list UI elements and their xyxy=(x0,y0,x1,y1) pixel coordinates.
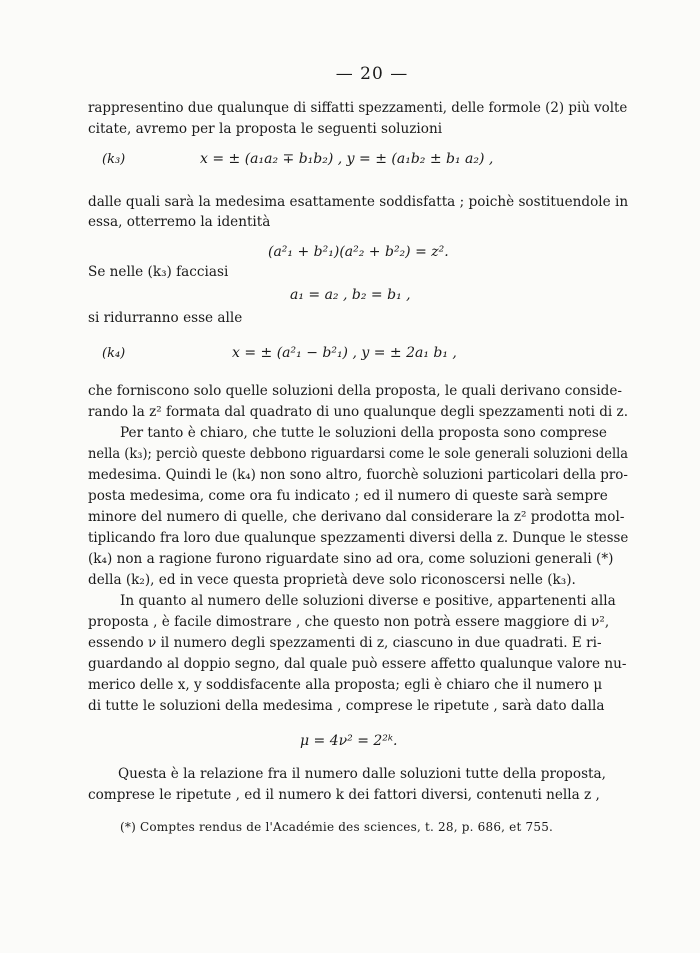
equation-label-k4: (k₄) xyxy=(102,346,126,361)
text-line: Per tanto è chiaro, che tutte le soluzioni della proposta sono comprese xyxy=(120,425,607,441)
text-line: essendo ν il numero degli spezzamenti di z, ciascuno in due quadrati. E ri- xyxy=(88,635,602,651)
text-line: (k₄) non a ragione furono riguardate sino ad ora, come soluzioni generali (*) xyxy=(88,551,614,567)
text-line: posta medesima, come ora fu indicato ; ed il numero di queste sarà sempre xyxy=(88,488,608,504)
text-line: minore del numero di quelle, che derivano dal considerare la z² prodotta mol- xyxy=(88,509,625,525)
text-line: Questa è la relazione fra il numero dalle soluzioni tutte della proposta, xyxy=(118,766,606,782)
text-line: nella (k₃); perciò queste debbono riguardarsi come le sole generali soluzioni della xyxy=(88,446,629,462)
text-line: tiplicando fra loro due qualunque spezzamenti diversi della z. Dunque le stesse xyxy=(88,530,629,546)
text-line: Se nelle (k₃) facciasi xyxy=(88,264,229,280)
text-line: medesima. Quindi le (k₄) non sono altro, fuorchè soluzioni particolari della pro- xyxy=(88,467,628,483)
text-line: si ridurranno esse alle xyxy=(88,310,243,326)
text-line: rando la z² formata dal quadrato di uno qualunque degli spezzamenti noti di z. xyxy=(88,404,629,420)
page-number: — 20 — xyxy=(335,64,409,84)
equation-k4: x = ± (a²₁ − b²₁) , y = ± 2a₁ b₁ , xyxy=(232,345,457,361)
text-line: di tutte le soluzioni della medesima , comprese le ripetute , sarà dato dalla xyxy=(88,698,605,714)
equation-identity: (a²₁ + b²₁)(a²₂ + b²₂) = z². xyxy=(268,244,449,260)
text-line: che forniscono solo quelle soluzioni della proposta, le quali derivano conside- xyxy=(88,383,623,399)
footnote: (*) Comptes rendus de l'Académie des sciences, t. 28, p. 686, et 755. xyxy=(120,820,554,834)
equation-label-k3: (k₃) xyxy=(102,152,126,167)
text-line: In quanto al numero delle soluzioni diverse e positive, appartenenti alla xyxy=(120,593,616,609)
equation-k3: x = ± (a₁a₂ ∓ b₁b₂) , y = ± (a₁b₂ ± b₁ a₂) , xyxy=(200,151,494,167)
text-line: comprese le ripetute , ed il numero k dei fattori diversi, contenuti nella z , xyxy=(88,787,600,803)
text-line: merico delle x, y soddisfacente alla proposta; egli è chiaro che il numero μ xyxy=(88,677,603,693)
equation-substitution: a₁ = a₂ , b₂ = b₁ , xyxy=(290,287,411,303)
text-line: della (k₂), ed in vece questa proprietà deve solo riconoscersi nelle (k₃). xyxy=(88,572,576,588)
text-line: proposta , è facile dimostrare , che questo non potrà essere maggiore di ν², xyxy=(88,614,610,630)
text-line: dalle quali sarà la medesima esattamente soddisfatta ; poichè sostituendole in xyxy=(88,194,629,210)
text-line: rappresentino due qualunque di siffatti spezzamenti, delle formole (2) più volte xyxy=(88,100,628,116)
text-line: essa, otterremo la identità xyxy=(88,214,271,230)
text-line: guardando al doppio segno, dal quale può essere affetto qualunque valore nu- xyxy=(88,656,627,672)
equation-mu: μ = 4ν² = 2²ᵏ. xyxy=(300,733,398,749)
text-line: citate, avremo per la proposta le seguenti soluzioni xyxy=(88,121,443,137)
